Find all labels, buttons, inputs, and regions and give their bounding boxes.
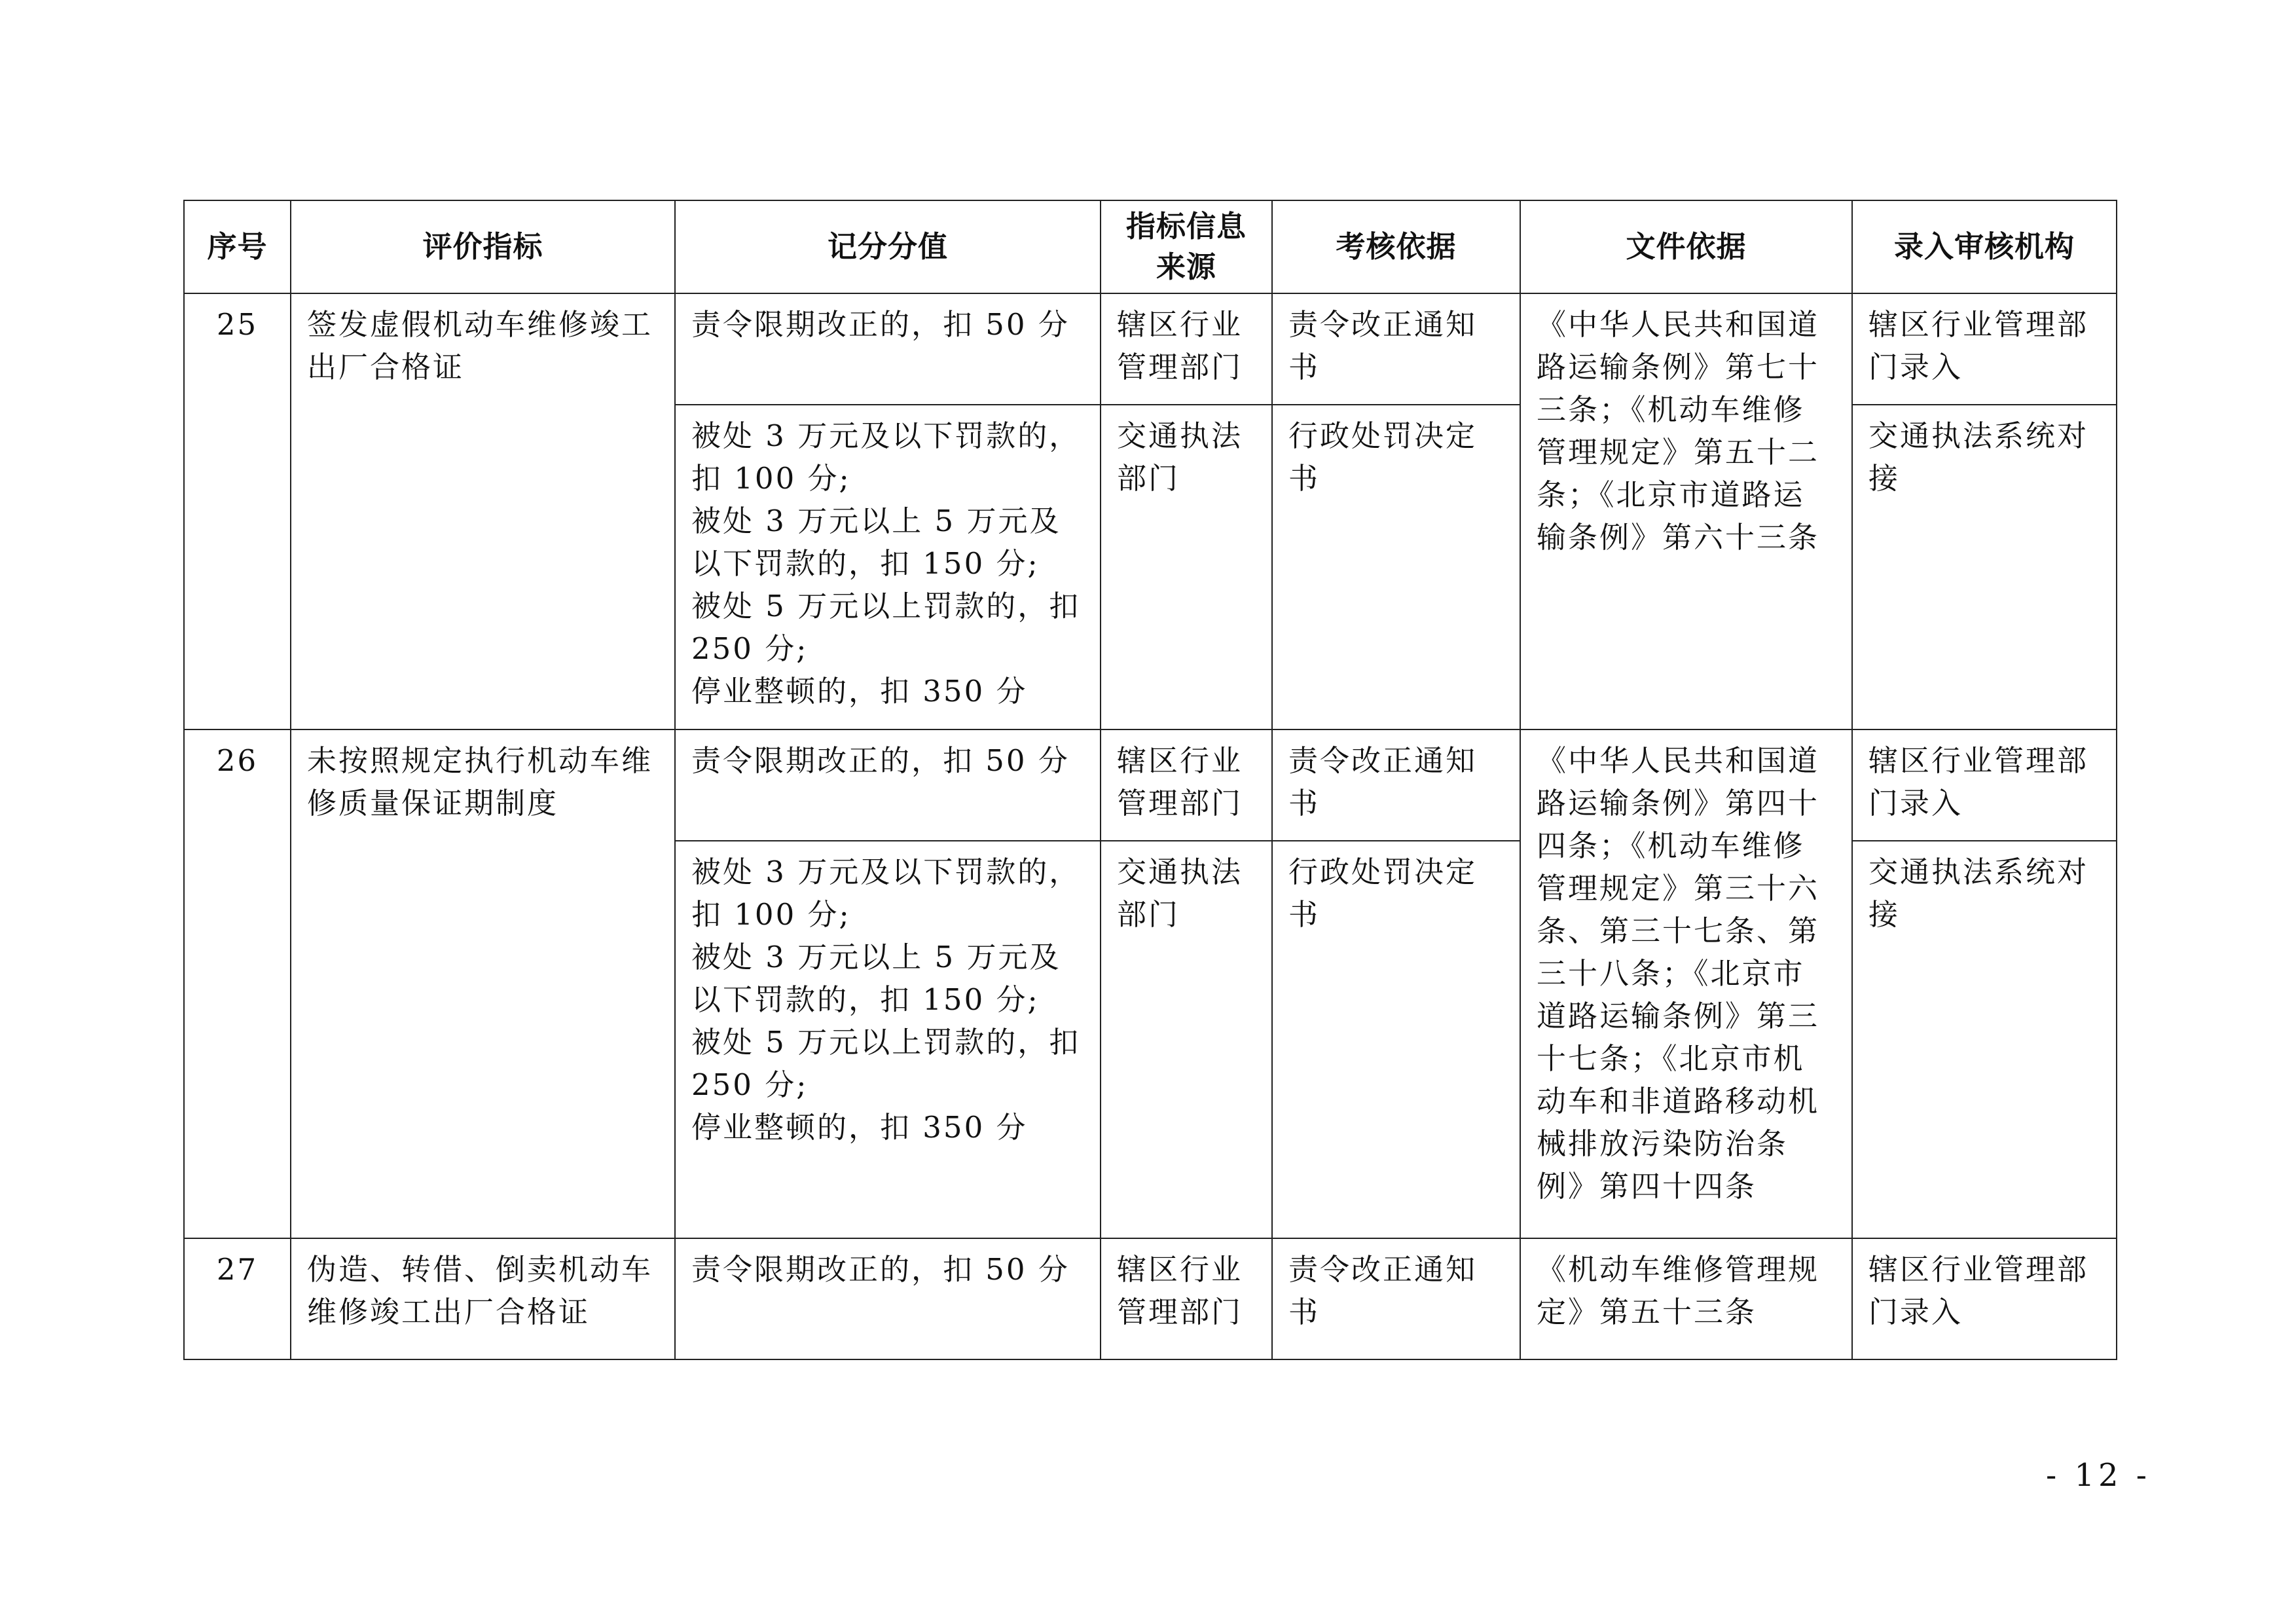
score-line: 被处 5 万元以上罚款的，扣 250 分;	[691, 589, 1081, 666]
indicator-cell: 未按照规定执行机动车维修质量保证期制度	[291, 729, 675, 1238]
file-basis-cell: 《中华人民共和国道路运输条例》第四十四条；《机动车维修管理规定》第三十六条、第三十七条、第三十八条；《北京市道路运输条例》第三十七条；《北京市机动车和非道路移动机械排放污染防治条例》第四十四条	[1520, 729, 1852, 1238]
scoring-table	[183, 200, 2117, 1360]
file-basis-cell: 《中华人民共和国道路运输条例》第七十三条；《机动车维修管理规定》第五十二条；《北京市道路运输条例》第六十三条	[1520, 293, 1852, 729]
score-line: 被处 5 万元以上罚款的，扣 250 分;	[691, 1025, 1081, 1102]
header-indicator: 评价指标	[291, 200, 675, 293]
source-cell: 辖区行业管理部门	[1101, 293, 1272, 405]
agency-cell: 交通执法系统对接	[1852, 841, 2117, 1238]
header-basis: 考核依据	[1272, 200, 1520, 293]
score-line: 被处 3 万元以上 5 万元及以下罚款的，扣 150 分;	[691, 940, 1061, 1017]
header-no: 序号	[184, 200, 291, 293]
score-cell	[675, 405, 1101, 729]
score-line: 停业整顿的，扣 350 分	[691, 674, 1028, 709]
score-line: 停业整顿的，扣 350 分	[691, 1110, 1028, 1145]
table-header-row	[184, 200, 2117, 293]
score-line: 被处 3 万元及以下罚款的，扣 100 分;	[691, 418, 1081, 496]
row-number: 26	[184, 729, 291, 1238]
agency-cell: 交通执法系统对接	[1852, 405, 2117, 729]
score-line: 被处 3 万元以上 5 万元及以下罚款的，扣 150 分;	[691, 504, 1061, 581]
header-agency: 录入审核机构	[1852, 200, 2117, 293]
agency-cell: 辖区行业管理部门录入	[1852, 293, 2117, 405]
header-source: 指标信息来源	[1101, 200, 1272, 293]
indicator-cell: 签发虚假机动车维修竣工出厂合格证	[291, 293, 675, 729]
basis-cell: 行政处罚决定书	[1272, 841, 1520, 1238]
row-number: 27	[184, 1238, 291, 1359]
basis-cell: 责令改正通知书	[1272, 1238, 1520, 1359]
agency-cell: 辖区行业管理部门录入	[1852, 729, 2117, 841]
header-file-basis: 文件依据	[1520, 200, 1852, 293]
indicator-cell: 伪造、转借、倒卖机动车维修竣工出厂合格证	[291, 1238, 675, 1359]
page-number: - 12 -	[2045, 1457, 2151, 1494]
row-number: 25	[184, 293, 291, 729]
score-line: 被处 3 万元及以下罚款的，扣 100 分;	[691, 855, 1081, 932]
basis-cell: 责令改正通知书	[1272, 293, 1520, 405]
file-basis-cell: 《机动车维修管理规定》第五十三条	[1520, 1238, 1852, 1359]
score-cell: 责令限期改正的，扣 50 分	[675, 293, 1101, 405]
table-row	[184, 1238, 2117, 1359]
source-cell: 交通执法部门	[1101, 405, 1272, 729]
agency-cell: 辖区行业管理部门录入	[1852, 1238, 2117, 1359]
basis-cell: 行政处罚决定书	[1272, 405, 1520, 729]
table-row	[184, 293, 2117, 405]
header-score: 记分分值	[675, 200, 1101, 293]
basis-cell: 责令改正通知书	[1272, 729, 1520, 841]
source-cell: 辖区行业管理部门	[1101, 729, 1272, 841]
score-cell	[675, 841, 1101, 1238]
score-cell: 责令限期改正的，扣 50 分	[675, 1238, 1101, 1359]
score-cell: 责令限期改正的，扣 50 分	[675, 729, 1101, 841]
source-cell: 辖区行业管理部门	[1101, 1238, 1272, 1359]
source-cell: 交通执法部门	[1101, 841, 1272, 1238]
table-row	[184, 729, 2117, 841]
